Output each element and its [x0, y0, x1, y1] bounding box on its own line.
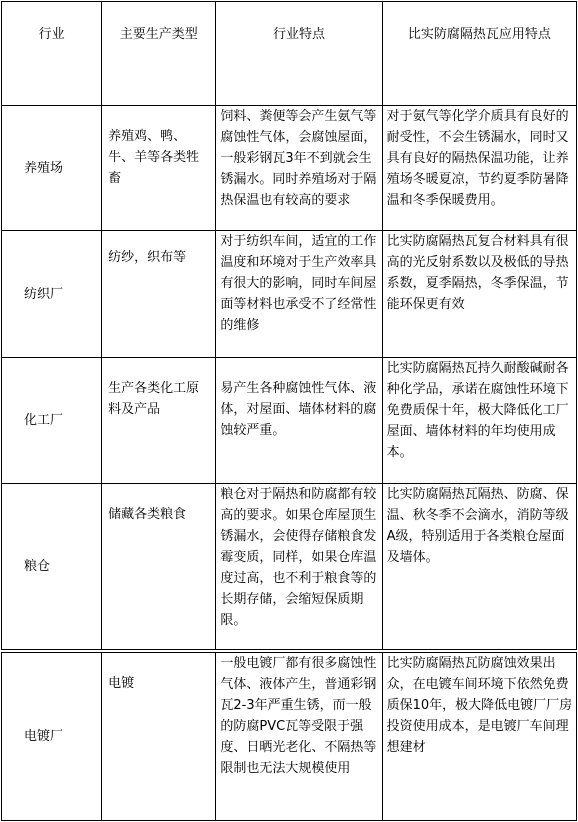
row-application: 比实防腐隔热瓦隔热、防腐、保温、秋冬季不会滴水，消防等级A级，特别适用于各类粮仓屋面及墙体。: [382, 484, 576, 650]
row-application: 比实防腐隔热瓦复合材料具有很高的光反射系数以及极低的导热系数，夏季隔热，冬季保温，节能环保更有效: [382, 231, 576, 358]
row-main-type: 生产各类化工原料及产品: [102, 358, 216, 484]
row-main-type: 储藏各类粮食: [102, 484, 216, 650]
row-industry: 养殖场: [2, 106, 102, 231]
table-row: [2, 653, 577, 821]
table-header-row: [2, 2, 577, 106]
table-row: [2, 358, 577, 484]
row-industry: 纺织厂: [2, 231, 102, 358]
header-features: 行业特点: [216, 2, 382, 106]
row-features: 易产生各种腐蚀性气体、液体，对屋面、墙体材料的腐蚀较严重。: [216, 358, 382, 484]
header-industry: 行业: [2, 2, 102, 106]
row-main-type: 电镀: [102, 653, 216, 821]
row-industry: 电镀厂: [2, 653, 102, 821]
header-main-type: 主要生产类型: [102, 2, 216, 106]
industry-comparison-table: [1, 1, 577, 821]
row-features: 一般电镀厂都有很多腐蚀性气体、液体产生，普通彩钢瓦2-3年严重生锈，而一般的防腐PVC瓦等受限于强度、日晒光老化、不隔热等限制也无法大规模使用: [216, 653, 382, 821]
table-row: [2, 231, 577, 358]
table-row: [2, 106, 577, 231]
row-features: 粮仓对于隔热和防腐都有较高的要求。如果仓库屋顶生锈漏水，会使得存储粮食发霉变质，同样，如果仓库温度过高，也不利于粮食等的长期存储，会缩短保质期限。: [216, 484, 382, 650]
row-main-type: 纺纱，织布等: [102, 231, 216, 358]
row-main-type: 养殖鸡、鸭、牛、羊等各类牲畜: [102, 106, 216, 231]
row-application: 对于氨气等化学介质具有良好的耐受性，不会生锈漏水，同时又具有良好的隔热保温功能，让养殖场冬暖夏凉，节约夏季防暑降温和冬季保暖费用。: [382, 106, 576, 231]
header-application: 比实防腐隔热瓦应用特点: [382, 2, 576, 106]
table-row: [2, 484, 577, 650]
row-industry: 粮仓: [2, 484, 102, 650]
row-application: 比实防腐隔热瓦持久耐酸碱耐各种化学品，承诺在腐蚀性环境下免费质保十年，极大降低化工厂屋面、墙体材料的年均使用成本。: [382, 358, 576, 484]
row-features: 饲料、粪便等会产生氨气等腐蚀性气体，会腐蚀屋面，一般彩钢瓦3年不到就会生锈漏水。同时养殖场对于隔热保温也有较高的要求: [216, 106, 382, 231]
row-features: 对于纺织车间，适宜的工作温度和环境对于生产效率具有很大的影响，同时车间屋面等材料也承受不了经常性的维修: [216, 231, 382, 358]
row-industry: 化工厂: [2, 358, 102, 484]
row-application: 比实防腐隔热瓦防腐蚀效果出众，在电镀车间环境下依然免费质保10年，极大降低电镀厂厂房投资使用成本，是电镀厂车间理想建材: [382, 653, 576, 821]
